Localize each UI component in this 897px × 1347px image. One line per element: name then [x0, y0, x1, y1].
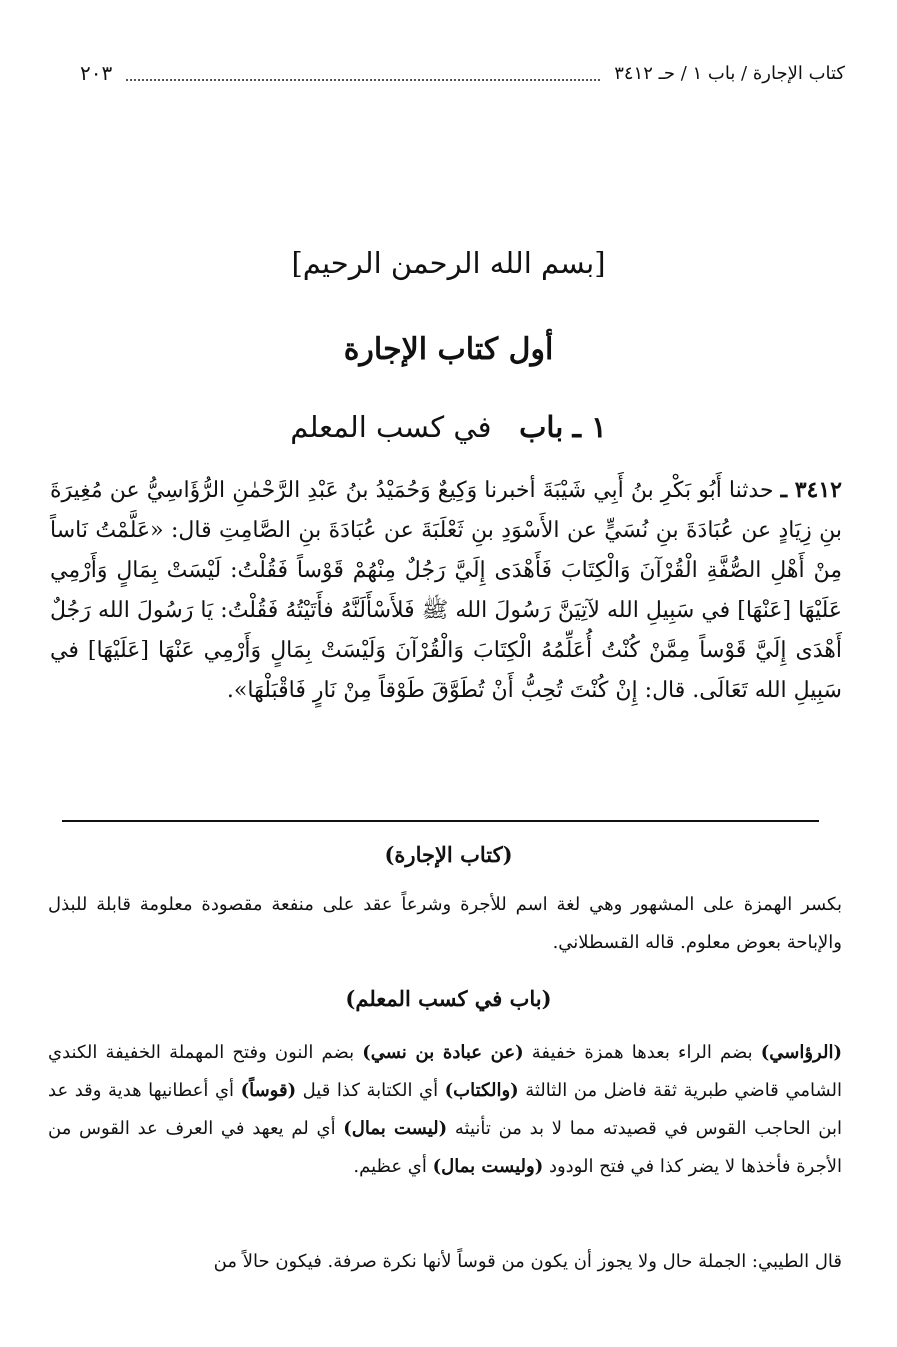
commentary-lemma: (وليست بمال)	[432, 1156, 544, 1177]
chapter-heading	[0, 410, 897, 444]
chapter-label: باب	[519, 410, 564, 444]
header-dot-leader	[126, 61, 600, 81]
running-header	[80, 56, 845, 90]
commentary-lemma: (ليست بمال)	[343, 1118, 448, 1139]
running-head: كتاب الإجارة / باب ١ / حـ ٣٤١٢	[614, 62, 845, 84]
commentary-paragraph	[48, 1034, 842, 1186]
basmala: [بسم الله الرحمن الرحيم]	[291, 246, 606, 280]
commentary-text: أي الكتابة كذا قيل	[296, 1080, 445, 1101]
page-number: ٢٠٣	[80, 61, 113, 85]
chapter-title: في كسب المعلم	[290, 410, 492, 444]
commentary-text: بضم النون وفتح المهملة الخفيفة الكندي الشامي قاضي طبرية ثقة فاضل من الثالثة	[48, 1042, 843, 1101]
commentary-text: أي لم يعهد في العرف عد القوس من الأجرة فأخذها لا يضر كذا في فتح الودود	[48, 1118, 842, 1177]
commentary-section-title: (كتاب الإجارة)	[384, 842, 513, 867]
commentary-paragraph-continued: قال الطيبي: الجملة حال ولا يجوز أن يكون من قوساً لأنها نكرة صرفة. فيكون حالاً من	[213, 1251, 842, 1272]
commentary-text: أي عظيم.	[353, 1156, 433, 1177]
commentary-text: بضم الراء بعدها همزة خفيفة	[523, 1042, 761, 1063]
chapter-number: ١ ـ	[572, 410, 607, 444]
commentary-lemma: (قوساً)	[240, 1080, 297, 1101]
footnote-divider	[62, 820, 819, 822]
commentary-lemma: (الرؤاسي)	[760, 1042, 842, 1063]
commentary-section-title: (باب في كسب المعلم)	[345, 986, 552, 1011]
hadith-text-block	[50, 470, 842, 711]
hadith-body: حدثنا أَبُو بَكْرِ بنُ أَبِي شَيْبَةَ أخبرنا وَكِيعٌ وَحُمَيْدُ بنُ عَبْدِ الرَّحْمٰنِ الرُّؤَاسِيُّ عن مُغِيرَةَ بنِ زِيَادٍ عن عُبَادَةَ بنِ نُسَيٍّ عن الأَسْوَدِ بنِ ثَعْلَبَةَ عن عُبَادَةَ بنِ الصَّامِتِ قال: «عَلَّمْتُ نَاساً مِنْ أَهْلِ الصُّفَّةِ الْقُرْآنَ وَالْكِتَابَ فَأَهْدَى إِلَيَّ رَجُلٌ مِنْهُمْ قَوْساً فَقُلْتُ: لَيْسَتْ بِمَالٍ وَأَرْمِي عَلَيْهَا [عَنْهَا] في سَبِيلِ الله لآتِيَنَّ رَسُولَ الله ﷺ فَلأَسْأَلَنَّهُ فأَتَيْتُهُ فَقُلْتُ: يَا رَسُولَ الله رَجُلٌ أَهْدَى إِلَيَّ قَوْساً مِمَّنْ كُنْتُ أُعَلِّمُهُ الْكِتَابَ وَالْقُرْآنَ وَلَيْسَتْ بِمَالٍ وَأَرْمِي عَنْهَا [عَلَيْهَا] في سَبِيلِ الله تَعَالَى. قال: إِنْ كُنْتَ تُحِبُّ أَنْ تُطَوَّقَ طَوْقاً مِنْ نَارٍ فَاقْبَلْهَا».	[50, 478, 842, 703]
commentary-text: أي أعطانيها هدية وقد عد ابن الحاجب القوس في قصيدته مما لا بد من تأنيثه	[48, 1080, 842, 1139]
hadith-number: ٣٤١٢ ـ	[780, 477, 842, 503]
commentary-section-text: بكسر الهمزة على المشهور وهي لغة اسم للأجرة وشرعاً عقد على منفعة مقصودة معلومة قابلة للبذل والإباحة بعوض معلوم. قاله القسطلاني.	[48, 894, 842, 953]
commentary-lemma: (عن عبادة بن نسي)	[362, 1042, 524, 1063]
commentary-lemma: (والكتاب)	[444, 1080, 519, 1101]
book-title: أول كتاب الإجارة	[343, 332, 554, 367]
